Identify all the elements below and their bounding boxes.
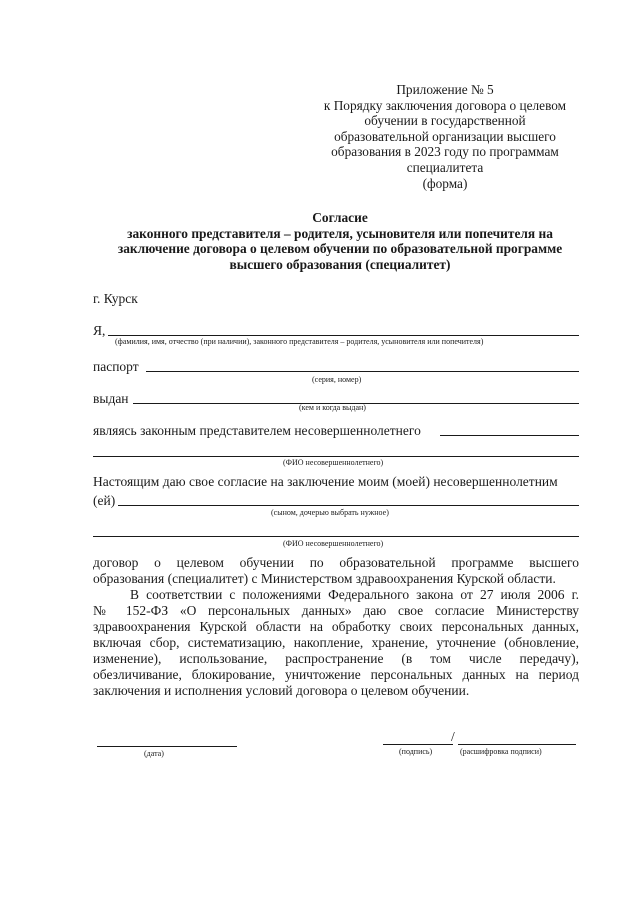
paragraph-line: включая сбор, систематизацию, накопление, хранение, уточнение (обновление, <box>93 635 579 650</box>
representative-name-field[interactable] <box>108 335 579 336</box>
passport-hint: (серия, номер) <box>312 375 362 384</box>
signature-decode-field[interactable] <box>458 744 576 745</box>
paragraph-line: здравоохранения Курской области на обработку своих персональных данных, <box>93 619 579 634</box>
title-line: законного представителя – родителя, усыновителя или попечителя на <box>127 225 553 241</box>
paragraph-line: договор о целевом обучении по образовательной программе высшего <box>93 555 579 570</box>
city-label: г. Курск <box>93 291 138 306</box>
paragraph-line: заключения и исполнения условий договора о целевом обучении. <box>93 683 470 698</box>
representative-name-hint: (фамилия, имя, отчество (при наличии), законного представителя – родителя, усыновителя или попечителя) <box>115 337 484 346</box>
signature-field[interactable] <box>383 744 453 745</box>
i-label: Я, <box>93 323 106 338</box>
child-relation-field[interactable] <box>118 505 579 506</box>
minor-name-field-b[interactable] <box>93 456 579 457</box>
annex-header <box>300 82 590 191</box>
title-line: высшего образования (специалитет) <box>229 257 451 273</box>
paragraph-line: обезличивание, блокирование, уничтожение персональных данных на период <box>93 667 579 682</box>
annex-line: специалитета <box>406 159 484 175</box>
annex-line: (форма) <box>422 175 468 191</box>
minor-name-hint: (ФИО несовершеннолетнего) <box>283 458 384 467</box>
minor-name-hint-2: (ФИО несовершеннолетнего) <box>283 539 384 548</box>
signature-hint: (подпись) <box>399 747 433 756</box>
consent-statement-end: (ей) <box>93 493 116 508</box>
paragraph-line: В соответствии с положениями Федерального закона от 27 июля 2006 г. <box>130 587 579 602</box>
annex-line: обучении в государственной <box>364 113 526 129</box>
annex-line: образовательной организации высшего <box>334 128 556 144</box>
passport-label: паспорт <box>93 359 139 374</box>
signature-decode-hint: (расшифровка подписи) <box>460 747 542 756</box>
title-line: заключение договора о целевом обучении по образовательной программе <box>117 241 563 257</box>
document-title <box>60 210 620 273</box>
passport-field[interactable] <box>146 371 579 372</box>
minor-name-field-c[interactable] <box>93 536 579 537</box>
minor-name-field-a[interactable] <box>440 435 579 436</box>
paragraph-line: образования (специалитет) с Министерством здравоохранения Курской области. <box>93 571 556 586</box>
title-line: Согласие <box>312 210 368 225</box>
annex-line: к Порядку заключения договора о целевом <box>323 97 567 113</box>
annex-line: образования в 2023 году по программам <box>331 144 559 160</box>
date-field[interactable] <box>97 746 237 747</box>
paragraph-line: № 152-ФЗ «О персональных данных» даю свое согласие Министерству <box>93 603 579 618</box>
annex-line: Приложение № 5 <box>396 82 494 97</box>
representative-statement: являясь законным представителем несовершеннолетнего <box>93 423 421 438</box>
issued-label: выдан <box>93 391 129 406</box>
consent-statement: Настоящим даю свое согласие на заключение моим (моей) несовершеннолетним <box>93 474 558 489</box>
child-relation-hint: (сыном, дочерью выбрать нужное) <box>271 508 389 517</box>
issued-hint: (кем и когда выдан) <box>299 403 366 412</box>
signature-slash: / <box>451 729 455 744</box>
date-hint: (дата) <box>144 749 164 758</box>
paragraph-line: изменение), использование, распространение (в том числе передачу), <box>93 651 579 666</box>
